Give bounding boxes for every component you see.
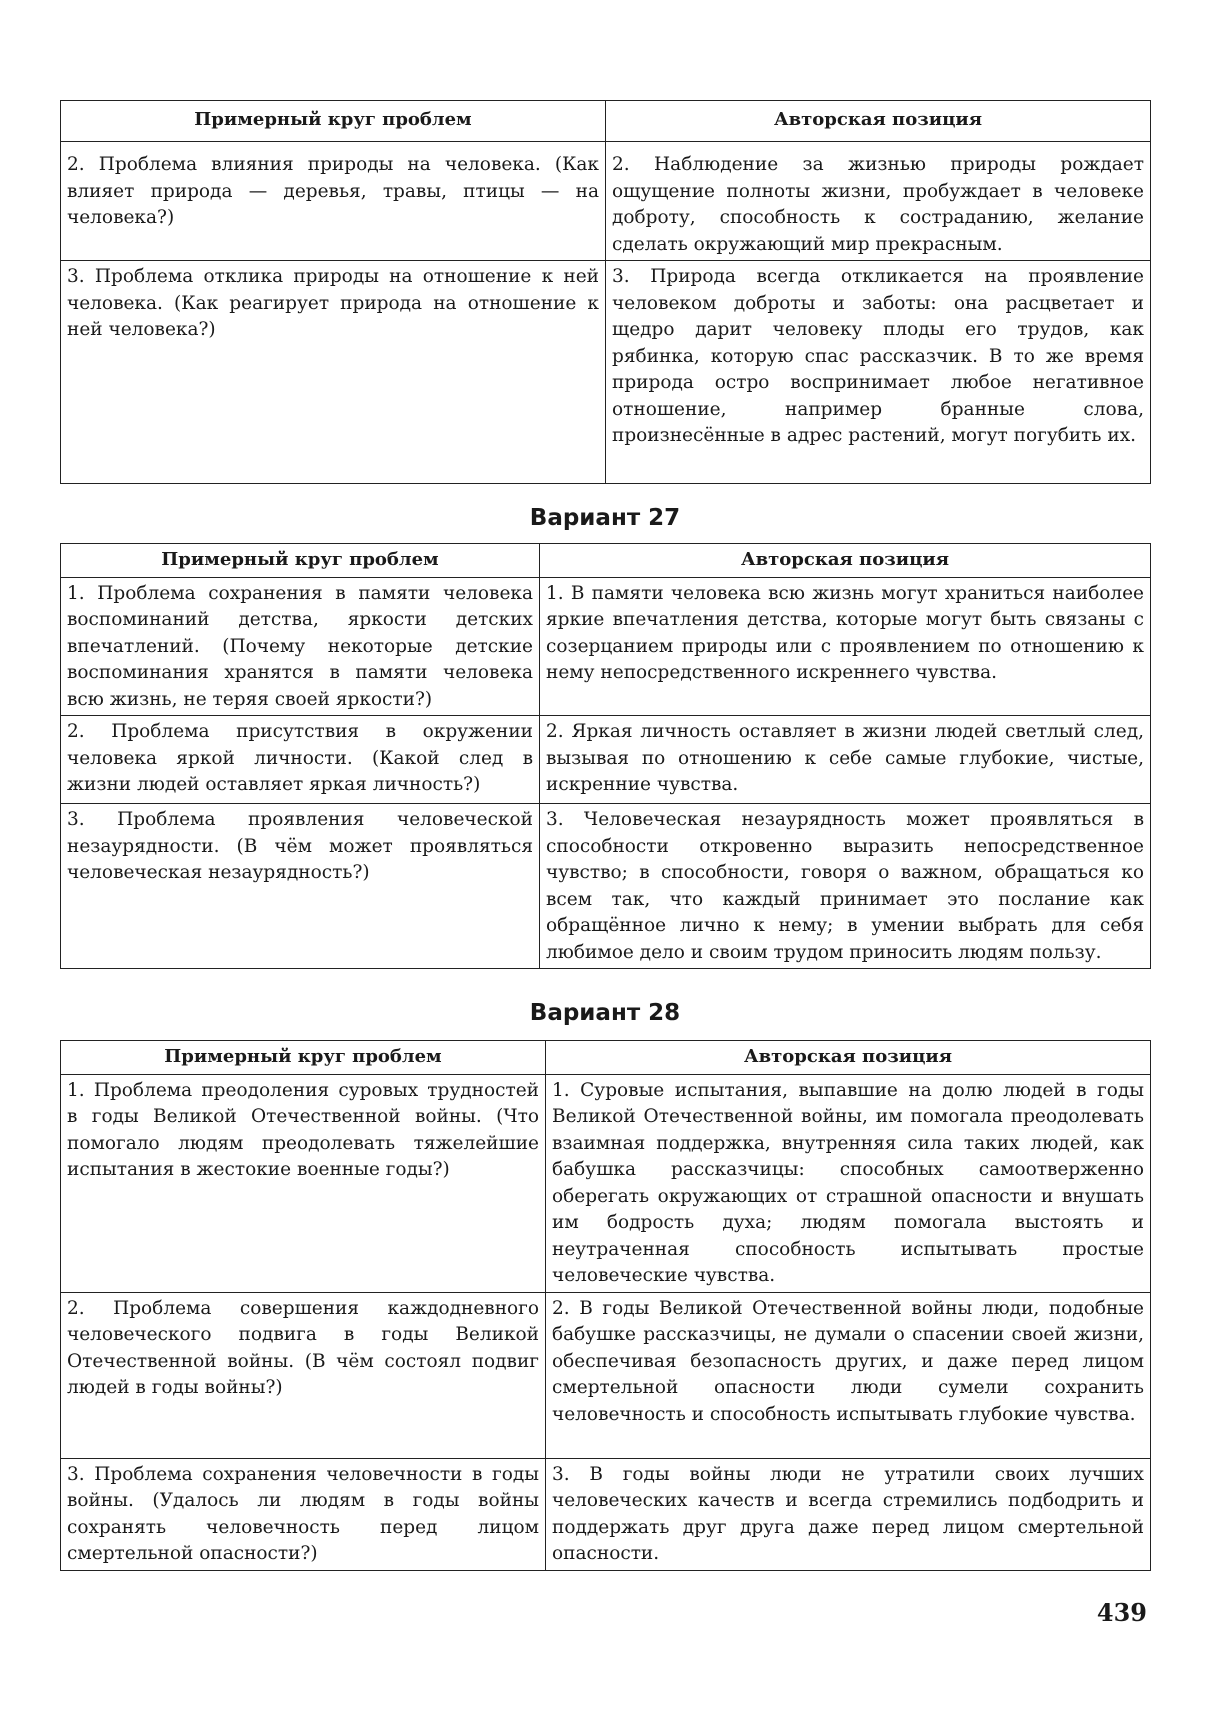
problem-cell: 2. Проблема совершения каждодневного человеческого подвига в годы Великой Отечественной войны. (В чём состоял подвиг людей в годы войны?) (61, 1292, 546, 1458)
table-row (61, 804, 1151, 969)
column-header-author-position: Авторская позиция (546, 1041, 1151, 1075)
table-row (61, 577, 1151, 716)
column-header-problems: Примерный круг проблем (61, 1041, 546, 1075)
table-row (61, 261, 1151, 484)
problem-cell: 1. Проблема сохранения в памяти человека воспоминаний детства, яркости детских впечатлений. (Почему некоторые детские воспоминания хранятся в памяти человека всю жизнь, не теряя своей яркости?) (61, 577, 540, 716)
problem-cell: 1. Проблема преодоления суровых трудностей в годы Великой Отечественной войны. (Что помогало людям преодолевать тяжелейшие испытания в жестокие военные годы?) (61, 1074, 546, 1292)
position-cell: 1. В памяти человека всю жизнь могут храниться наиболее яркие впечатления детства, которые могут быть связаны с созерцанием природы или с проявлением по отношению к нему непосредственного искреннего чувства. (540, 577, 1151, 716)
position-cell: 3. Природа всегда откликается на проявление человеком доброты и заботы: она расцветает и щедро дарит человеку плоды его трудов, как рябинка, которую спас рассказчик. В то же время природа остро воспринимает любое негативное отношение, например бранные слова, произнесённые в адрес растений, могут погубить их. (606, 261, 1151, 484)
position-cell: 2. Яркая личность оставляет в жизни людей светлый след, вызывая по отношению к себе самые глубокие, чистые, искренние чувства. (540, 716, 1151, 804)
variant-27-table (60, 543, 1151, 969)
position-cell: 2. Наблюдение за жизнью природы рождает ощущение полноты жизни, пробуждает в человеке доброту, способность к состраданию, желание сделать окружающий мир прекрасным. (606, 142, 1151, 261)
table-row (61, 1074, 1151, 1292)
position-cell: 2. В годы Великой Отечественной войны люди, подобные бабушке рассказчицы, не думали о спасении своей жизни, обеспечивая безопасность других, и даже перед лицом смертельной опасности люди сумели сохранить человечность и способность испытывать глубокие чувства. (546, 1292, 1151, 1458)
table-row (61, 716, 1151, 804)
table-row (61, 1458, 1151, 1570)
column-header-author-position: Авторская позиция (540, 544, 1151, 578)
problem-cell: 2. Проблема присутствия в окружении человека яркой личности. (Какой след в жизни людей оставляет яркая личность?) (61, 716, 540, 804)
position-cell: 3. Человеческая незаурядность может проявляться в способности откровенно выразить непосредственное чувство; в способности, говоря о важном, обращаться ко всем так, что каждый принимает это послание как обращённое лично к нему; в умении выбрать для себя любимое дело и своим трудом приносить людям пользу. (540, 804, 1151, 969)
problems-table-continued (60, 100, 1151, 484)
problem-cell: 3. Проблема сохранения человечности в годы войны. (Удалось ли людям в годы войны сохранять человечность перед лицом смертельной опасности?) (61, 1458, 546, 1570)
variant-28-table (60, 1040, 1151, 1571)
column-header-problems: Примерный круг проблем (61, 101, 606, 142)
position-cell: 3. В годы войны люди не утратили своих лучших человеческих качеств и всегда стремились подбодрить и поддержать друг друга даже перед лицом смертельной опасности. (546, 1458, 1151, 1570)
column-header-problems: Примерный круг проблем (61, 544, 540, 578)
table-row (61, 142, 1151, 261)
column-header-author-position: Авторская позиция (606, 101, 1151, 142)
table-row (61, 1292, 1151, 1458)
problem-cell: 3. Проблема отклика природы на отношение к ней человека. (Как реагирует природа на отношение к ней человека?) (61, 261, 606, 484)
page-number: 439 (1096, 1598, 1147, 1627)
position-cell: 1. Суровые испытания, выпавшие на долю людей в годы Великой Отечественной войны, им помогала преодолевать взаимная поддержка, внутренняя сила таких людей, как бабушка рассказчицы: способных самоотверженно оберегать окружающих от страшной опасности и внушать им бодрость духа; людям помогала выстоять и неутраченная способность испытывать простые человеческие чувства. (546, 1074, 1151, 1292)
problem-cell: 3. Проблема проявления человеческой незаурядности. (В чём может проявляться человеческая незаурядность?) (61, 804, 540, 969)
variant-27-heading: Вариант 27 (529, 505, 681, 531)
problem-cell: 2. Проблема влияния природы на человека. (Как влияет природа — деревья, травы, птицы — на человека?) (61, 142, 606, 261)
variant-28-heading: Вариант 28 (529, 1000, 681, 1026)
